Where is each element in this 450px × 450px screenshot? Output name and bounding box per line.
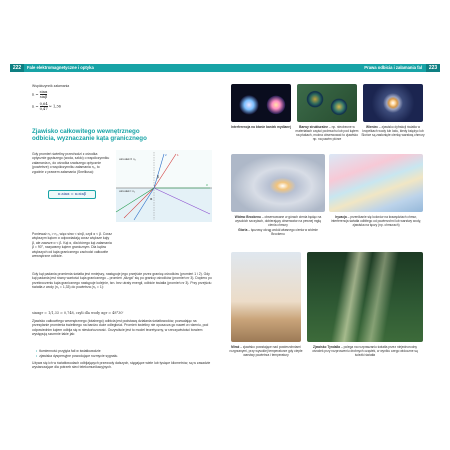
peacock-feather-photo xyxy=(297,84,357,122)
left-page-header xyxy=(10,64,227,72)
soap-bubble-photo xyxy=(231,84,291,122)
refraction-diagram xyxy=(114,148,214,224)
alpha-label: α xyxy=(150,197,153,201)
section-heading: Zjawisko całkowitego wewnętrznego odbicia, wyznaczanie kąta granicznego xyxy=(32,128,147,143)
caption-structural-colors: Barwy strukturalne – np. nieobecne w materiałach części podmuchu lub pod kątem na ptakach, można obserwować to zjawisko np. na pawim piórze xyxy=(295,125,359,141)
ray-3-label: 3 xyxy=(206,183,208,187)
ray-1-label: 1 xyxy=(177,153,179,157)
left-page xyxy=(10,64,227,399)
brocken-spectre-photo xyxy=(231,154,325,212)
formula-1: n = $\frac{\sin\alpha}{\sin\beta}$ xyxy=(32,90,48,99)
paragraph-1: Gdy promień świetlny przechodzi z ośrodka optycznie gęstszego (woda, szkło) o współczynniku załamania n₁ do ośrodka rzadszego optycznie (powietrze) o współczynniku załamania n₂, to zgodnie z prawem załamania (Snelliusa): xyxy=(32,152,110,174)
intro-label: Współczynnik załamania xyxy=(32,84,70,88)
caption-corona: Wieniec – zjawisko dyfrakcji światła w kropelkach wody lub lodu, kiedy księżyc lub Słońce są zasłonięte cienkę warstwą chmury xyxy=(361,125,425,137)
formula-2: n = $\frac{0,64}{0,47}$ ≈ 1,36 xyxy=(32,102,61,111)
iridescence-photo xyxy=(329,154,423,212)
section-title: Fale elektromagnetyczne i optyka xyxy=(27,65,94,70)
paragraph-5: Używa się ich w światłowodach odbijających przewody dalszych, sięgające wiele lub tysiące kilometrów, są w zasadzie wystarczające dla potrzeb sieci telekomunikacyjnych. xyxy=(32,361,211,370)
page-number: 223 xyxy=(426,64,440,72)
caption-mirage: Miraż – zjawisko powstające nad powierzchniami rozgrzanymi, przy wysokiej temperaturze gdy ciepłe warstwy powietrza i temperatury xyxy=(229,345,303,357)
right-page-header xyxy=(223,64,440,72)
paragraph-4: Zjawisko całkowitego wewnętrznego (totalnego) odbicia jest podstawą działania światłowodów, pozwalając na przesyłanie promienia świetlnego na bardzo duże odległości. Promień świetlny nie opuszcza go nawet w rdzeniu, pod odpowiednim kątem odbija się w nieskończoność. Oczywiście jest to model teoretyczny, w rzeczywistości bowiem występują szumnie takie jak: xyxy=(32,319,209,337)
mirage-photo xyxy=(231,252,301,342)
label-n1: ośrodek I n₁ xyxy=(119,189,135,193)
corona-photo xyxy=(363,84,423,122)
snell-formula-box: n₁sinα = n₂sinβ xyxy=(48,190,96,199)
paragraph-2: Ponieważ n₁ > n₂, więc sinα < sinβ, czyli α < β. Coraz większym kątom α odpowiadają coraz większe kąty β, ale zawsze α < β. Kąt α, dla którego kąt załamania β = 90°, nazywamy kątem granicznym. Dla kątów większych od kąta granicznego zachodzi całkowite wewnętrzne odbicie. xyxy=(32,232,112,259)
section-title: Prawa odbicia i załamania fal xyxy=(364,65,422,70)
tyndall-effect-photo xyxy=(307,252,423,342)
formula-3: sinαgr = 1/1,33 ≈ 0,748, czyli dla wody αgr ≈ 48°30' xyxy=(32,311,124,315)
caption-gloria: Gloria – tęczowy okrąg wokół własnego cienia w widmie Brockenu xyxy=(238,228,318,236)
bullet-item-2: • zjawiska dyspersyjne powodujące rozmycie sygnału. xyxy=(36,354,206,358)
label-n2: ośrodek II n₂ xyxy=(119,157,136,161)
page-number: 222 xyxy=(10,64,24,72)
beta-label: β xyxy=(157,175,159,179)
caption-iridescence: Iryzacja – przenikanie się kolorów na krawędziach chmur, interferencja światła odbitego od powierzchni lub warstwy wody, zjawiska na tęczy (np. chmurach) xyxy=(331,215,421,227)
ray-2-label: 2 xyxy=(165,153,167,157)
paragraph-3: Gdy kąt padania promienia światła jest mniejszy, następuje jego przejście przez granicę ośrodków (promień 1 i 2). Gdy kąt padania jest równy wartości kąta granicznego – promień „ślizga" się po granicy ośrodków (promień nr 3). Dopiero po przekroczeniu kąta granicznego następuje kolejnie, tzn. bez utraty energii, odbicie światła (promień nr 3). Przy przejściu światła z wody (n₁ = 1,33) do powietrza (n₂ = 1): xyxy=(32,272,212,290)
bullet-item-1: • tłumienność przyjęta fali w światłowodzie xyxy=(36,349,206,353)
caption-tyndall: Zjawisko Tyndalla – polega na rozpraszaniu światła przez niejednorodny ośrodek przy rozproszeniu drobnych cząstek, w wyniku czego widoczne są ścieżki światła xyxy=(312,345,418,357)
right-page xyxy=(223,64,440,399)
caption-brocken: Widmo Brockenu – obserwowane w górach cienia będąc na wysokich szczytach, dobierający obserwator na pewnej mgłą cienia chmury xyxy=(234,215,322,227)
caption-interference: Interferencja na błonie baniek mydlanej xyxy=(231,125,291,129)
